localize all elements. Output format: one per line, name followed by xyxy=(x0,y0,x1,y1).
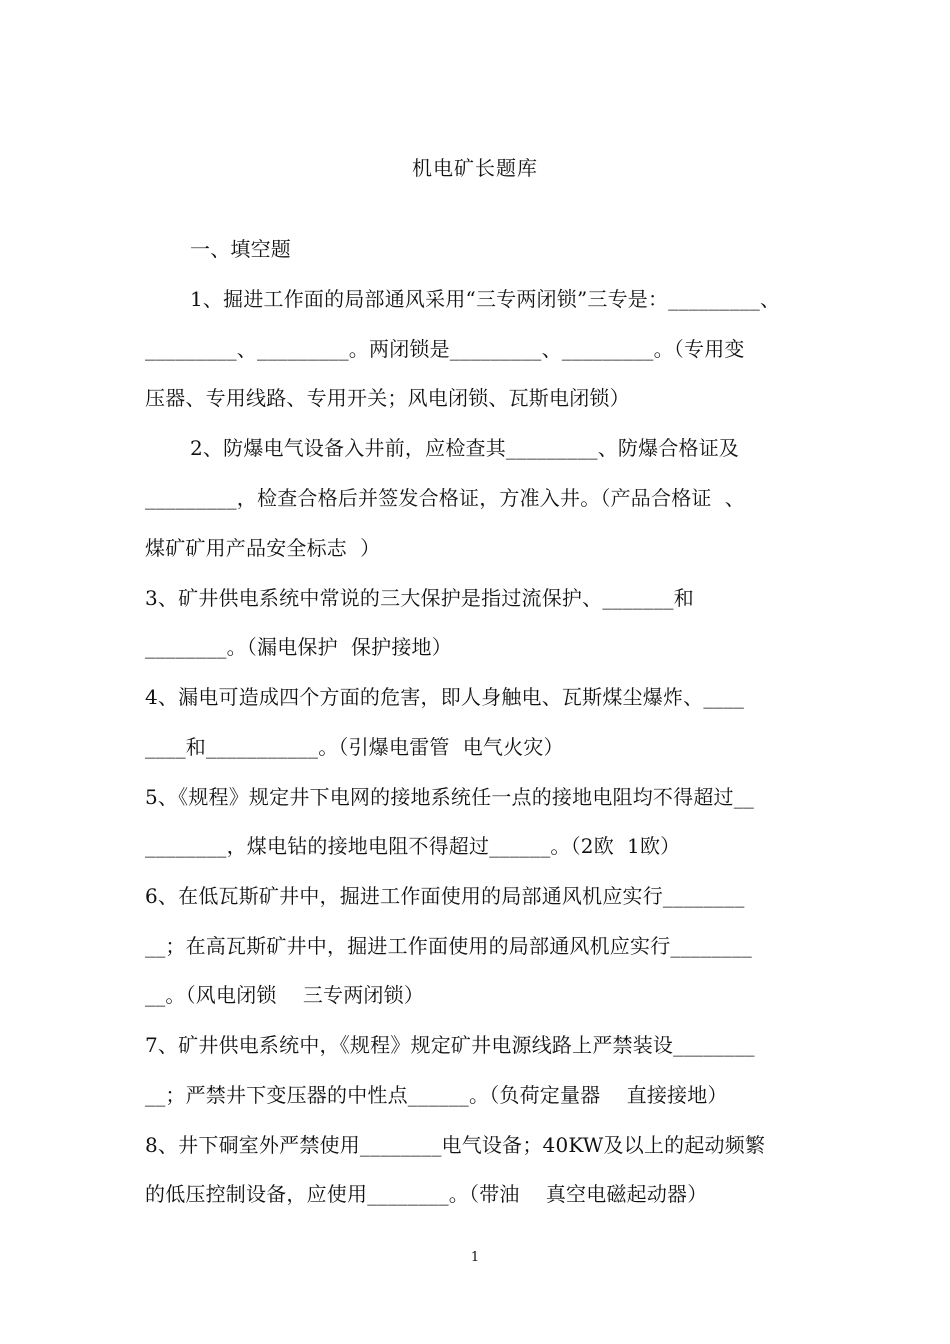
question-7-line-1: 7、矿井供电系统中，《规程》规定矿井电源线路上严禁装设________ xyxy=(145,1033,755,1057)
question-1-line-3: 压器、专用线路、专用开关；风电闭锁、瓦斯电闭锁） xyxy=(145,386,630,410)
question-2-line-3: 煤矿矿用产品安全标志 ） xyxy=(145,536,381,560)
question-2-line-1: 2、防爆电气设备入井前，应检查其_________、防爆合格证及 xyxy=(190,436,740,460)
page-number: 1 xyxy=(470,1250,480,1265)
question-4-line-1: 4、漏电可造成四个方面的危害，即人身触电、瓦斯煤尘爆炸、____ xyxy=(145,685,745,709)
question-7-line-2: __；严禁井下变压器的中性点______。（负荷定量器 直接接地） xyxy=(145,1083,728,1107)
question-3-line-2: ________。（漏电保护 保护接地） xyxy=(145,635,452,659)
document-title: 机电矿长题库 xyxy=(412,156,538,180)
question-5-line-2: ________，煤电钻的接地电阻不得超过______。（2欧 1欧） xyxy=(145,834,681,858)
question-6-line-2: __；在高瓦斯矿井中，掘进工作面使用的局部通风机应实行________ xyxy=(145,934,752,958)
question-6-line-3: __。（风电闭锁 三专两闭锁） xyxy=(145,983,425,1007)
section-heading-fill-in-blank: 一、填空题 xyxy=(190,237,291,261)
question-4-line-2: ____和___________。（引爆电雷管 电气火灾） xyxy=(145,735,564,759)
question-5-line-1: 5、《规程》规定井下电网的接地系统任一点的接地电阻均不得超过__ xyxy=(145,785,755,809)
question-3-line-1: 3、矿井供电系统中常说的三大保护是指过流保护、_______和 xyxy=(145,586,694,610)
question-2-line-2: _________，检查合格后并签发合格证，方准入井。（产品合格证 、 xyxy=(145,486,745,510)
question-1-line-2: _________、_________。两闭锁是_________、_________。（专用变 xyxy=(145,337,745,361)
question-8-line-1: 8、井下硐室外严禁使用________电气设备；40KW及以上的起动频繁 xyxy=(145,1133,766,1157)
question-1-line-1: 1、掘进工作面的局部通风采用“三专两闭锁”三专是：_________、 xyxy=(190,287,781,311)
question-6-line-1: 6、在低瓦斯矿井中，掘进工作面使用的局部通风机应实行________ xyxy=(145,884,745,908)
question-8-line-2: 的低压控制设备，应使用________。（带油 真空电磁起动器） xyxy=(145,1182,708,1206)
